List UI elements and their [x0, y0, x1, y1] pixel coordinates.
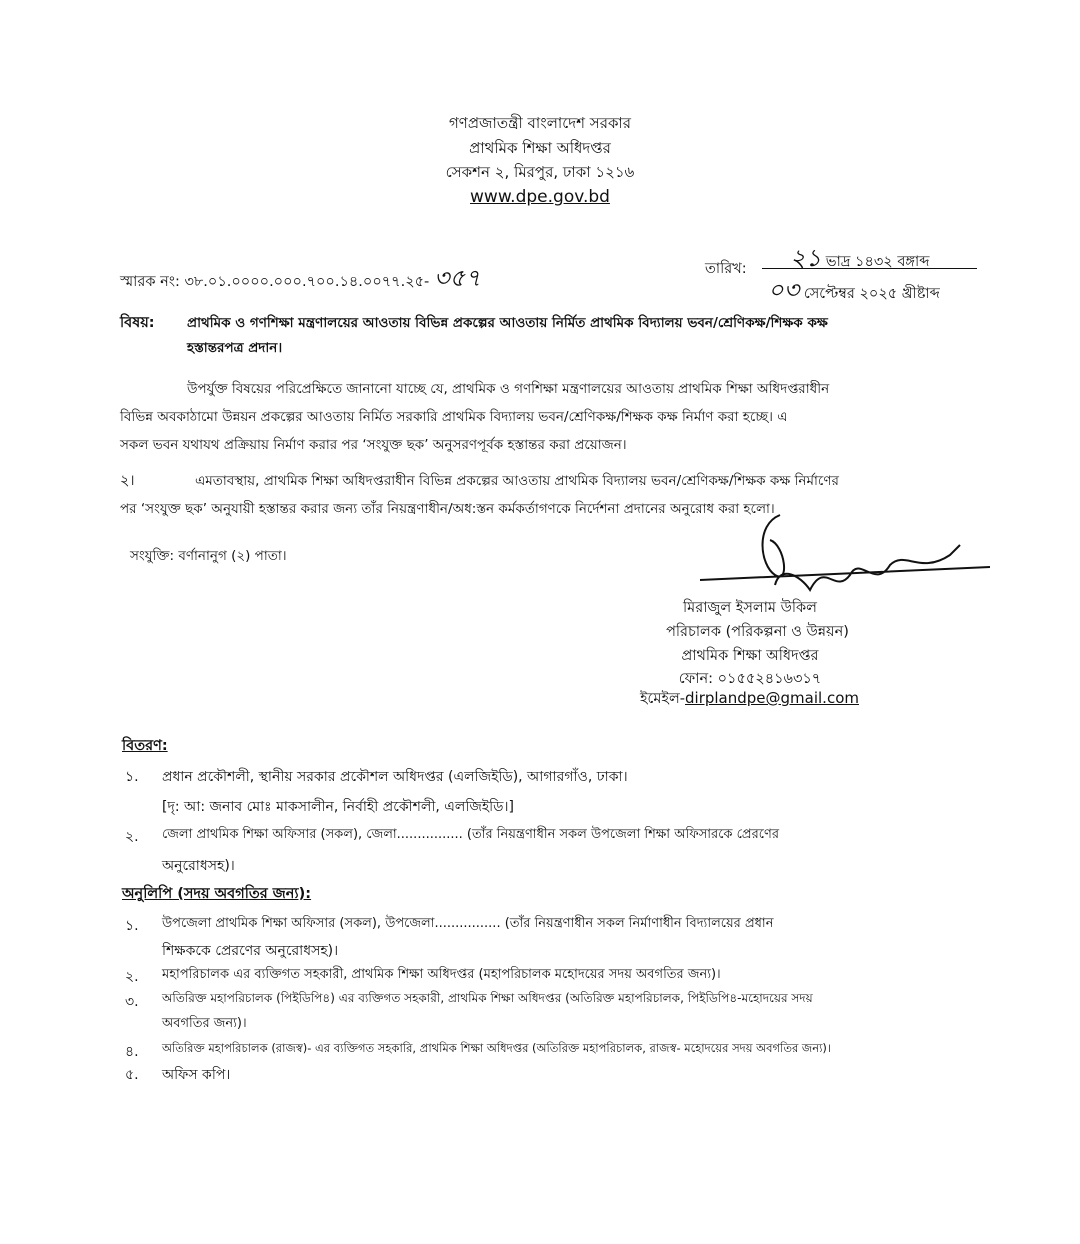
copy-item-1-line-2: শিক্ষককে প্রেরণের অনুরোধসহ)। — [162, 943, 339, 959]
paragraph-2-number: ২। — [120, 473, 135, 489]
distribution-item-1-line-1: প্রধান প্রকৌশলী, স্থানীয় সরকার প্রকৌশল অধিদপ্তর (এলজিইডি), আগারগাঁও, ঢাকা। — [162, 769, 628, 785]
signature-icon — [660, 505, 1000, 605]
copy-item-1-number: ১. — [125, 918, 139, 934]
subject-label: বিষয়: — [120, 315, 155, 331]
copy-item-4-number: ৪. — [125, 1044, 139, 1060]
copy-item-4-line-1: অতিরিক্ত মহাপরিচালক (রাজস্ব)- এর ব্যক্তিগত সহকারি, প্রাথমিক শিক্ষা অধিদপ্তর (অতিরিক্ত মহাপরিচালক, রাজস্ব- মহোদয়ের সদয় অবগতির জন্য)। — [162, 1041, 832, 1055]
header-government: গণপ্রজাতন্ত্রী বাংলাদেশ সরকার — [448, 114, 632, 132]
copy-item-2-line-1: মহাপরিচালক এর ব্যক্তিগত সহকারী, প্রাথমিক শিক্ষা অধিদপ্তর (মহাপরিচালক মহোদয়ের সদয় অবগতির জন্য)। — [162, 967, 721, 982]
signatory-office: প্রাথমিক শিক্ষা অধিদপ্তর — [681, 648, 819, 664]
copy-item-5-line-1: অফিস কপি। — [162, 1067, 231, 1083]
memo-handwritten-number: ৩৫৭ — [433, 264, 481, 292]
subject-line-1: প্রাথমিক ও গণশিক্ষা মন্ত্রণালয়ের আওতায় বিভিন্ন প্রকল্পের আওতায় নির্মিত প্রাথমিক বিদ্যালয় ভবন/শ্রেণিকক্ষ/শিক্ষক কক্ষ — [187, 315, 828, 331]
distribution-title: বিতরণ: — [122, 738, 168, 754]
header-address: সেকশন ২, মিরপুর, ঢাকা ১২১৬ — [445, 163, 635, 181]
date-gregorian — [768, 272, 940, 312]
copy-item-3-line-1: অতিরিক্ত মহাপরিচালক (পিইডিপি৪) এর ব্যক্তিগত সহকারী, প্রাথমিক শিক্ষা অধিদপ্তর (অতিরিক্ত মহাপরিচালক, পিইডিপি৪-মহোদয়ের সদয় — [162, 991, 813, 1005]
paragraph-2-line-2: পর ‘সংযুক্ত ছক’ অনুযায়ী হস্তান্তর করার জন্য তাঁর নিয়ন্ত্রণাধীন/অধ:স্তন কর্মকর্তাগণকে নির্দেশনা প্রদানের অনুরোধ করা হলো। — [120, 501, 775, 517]
signatory-name: মিরাজুল ইসলাম উকিল — [683, 600, 817, 616]
date-gregorian-day: ০৩ — [768, 276, 800, 304]
copy-title: অনুলিপি (সদয় অবগতির জন্য): — [122, 886, 312, 902]
copy-item-3-number: ৩. — [125, 994, 139, 1010]
copy-item-1-line-1: উপজেলা প্রাথমিক শিক্ষা অফিসার (সকল), উপজেলা................ (তাঁর নিয়ন্ত্রণাধীন সকল নির্মাণাধীন বিদ্যালয়ের প্রধান — [162, 916, 774, 931]
memo-number — [120, 260, 481, 300]
date-bangla-day: ২১ — [790, 244, 822, 272]
paragraph-1-line-3: সকল ভবন যথাযথ প্রক্রিয়ায় নির্মাণ করার পর ‘সংযুক্ত ছক’ অনুসরণপূর্বক হস্তান্তর করা প্রয়োজন। — [120, 437, 627, 453]
paragraph-1-line-1: উপর্যুক্ত বিষয়ের পরিপ্রেক্ষিতে জানানো যাচ্ছে যে, প্রাথমিক ও গণশিক্ষা মন্ত্রণালয়ের আওতায় প্রাথমিক শিক্ষা অধিদপ্তরাধীন — [187, 381, 830, 397]
copy-item-5-number: ৫. — [125, 1067, 139, 1083]
date-divider — [762, 268, 977, 269]
subject-line-2: হস্তান্তরপত্র প্রদান। — [187, 340, 283, 356]
signatory-designation: পরিচালক (পরিকল্পনা ও উন্নয়ন) — [666, 624, 849, 640]
distribution-item-1-number: ১. — [125, 769, 139, 785]
distribution-item-1-line-2: [দৃ: আ: জনাব মোঃ মাকসালীন, নির্বাহী প্রকৌশলী, এলজিইডি।] — [162, 799, 514, 815]
copy-item-2-number: ২. — [125, 969, 139, 985]
paragraph-2-line-1: এমতাবস্থায়, প্রাথমিক শিক্ষা অধিদপ্তরাধীন বিভিন্ন প্রকল্পের আওতায় প্রাথমিক বিদ্যালয় ভবন/শ্রেণিকক্ষ/শিক্ষক কক্ষ নির্মাণের — [195, 473, 839, 489]
paragraph-1-line-2: বিভিন্ন অবকাঠামো উন্নয়ন প্রকল্পের আওতায় নির্মিত সরকারি প্রাথমিক বিদ্যালয় ভবন/শ্রেণিকক্ষ/শিক্ষক কক্ষ নির্মাণ করা হচ্ছে। এ — [120, 409, 788, 425]
email-label: ইমেইল- — [640, 691, 685, 707]
email-link[interactable]: dirplandpe@gmail.com — [685, 689, 859, 707]
date-gregorian-text: সেপ্টেম্বর ২০২৫ খ্রীষ্টাব্দ — [803, 286, 940, 302]
header-website-link[interactable]: www.dpe.gov.bd — [470, 187, 610, 207]
distribution-item-2-number: ২. — [125, 829, 139, 845]
date-label: তারিখ: — [705, 261, 747, 277]
signatory-phone: ফোন: ০১৫৫২৪১৬৩১৭ — [678, 671, 822, 687]
header-department: প্রাথমিক শিক্ষা অধিদপ্তর — [469, 139, 611, 157]
copy-item-3-line-2: অবগতির জন্য)। — [162, 1016, 247, 1031]
distribution-item-2-line-2: অনুরোধসহ)। — [162, 858, 235, 874]
date-bangla-text: ভাদ্র ১৪৩২ বঙ্গাব্দ — [825, 254, 930, 270]
signatory-email — [640, 688, 859, 712]
memo-label: স্মারক নং: ৩৮.০১.০০০০.০০০.৭০০.১৪.০০৭৭.২৫- — [120, 274, 430, 290]
attachment-note: সংযুক্তি: বর্ণানানুগ (২) পাতা। — [130, 548, 287, 564]
distribution-item-2-line-1: জেলা প্রাথমিক শিক্ষা অফিসার (সকল), জেলা................ (তাঁর নিয়ন্ত্রণাধীন সকল উপজেলা শিক্ষা অফিসারকে প্রেরণের — [162, 827, 780, 842]
